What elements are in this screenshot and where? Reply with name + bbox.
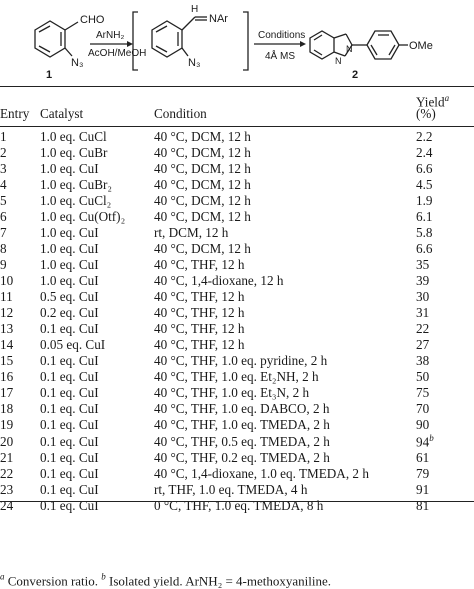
- product-n-label-2: N: [335, 56, 342, 66]
- entry-cell: 6: [0, 209, 7, 224]
- table-row: [0, 353, 474, 369]
- entry-cell: 10: [0, 273, 14, 288]
- yield-note-b: b: [429, 433, 434, 443]
- table-row: [0, 209, 474, 225]
- yield-cell: 79: [416, 466, 430, 482]
- entry-cell: 1: [0, 129, 7, 144]
- catalyst-cell: 0.05 eq. CuI: [40, 337, 106, 352]
- entry-cell: 2: [0, 145, 7, 160]
- table-row: [0, 385, 474, 401]
- entry-cell: 17: [0, 385, 14, 400]
- reaction-scheme: [0, 0, 474, 86]
- n3-label-2: N₃: [188, 57, 201, 69]
- condition-cell: 40 °C, THF, 0.5 eq. TMEDA, 2 h: [154, 433, 330, 449]
- condition-cell: 40 °C, DCM, 12 h: [154, 241, 251, 256]
- condition-cell: 40 °C, THF, 1.0 eq. Et₂NH, 2 h: [154, 369, 319, 384]
- catalyst-cell: 0.1 eq. CuI: [40, 433, 99, 449]
- yield-cell: 6.6: [416, 161, 433, 176]
- header-yield: Yield$^a$: [416, 93, 450, 110]
- table-footnote: $^a$ Conversion ratio. $^b$ Isolated yield. ArNH₂ = 4-methoxyaniline.: [0, 572, 331, 589]
- condition-cell: 40 °C, 1,4-dioxane, 12 h: [154, 273, 284, 288]
- catalyst-cell: 1.0 eq. CuCl: [40, 129, 107, 144]
- table-row: [0, 337, 474, 353]
- condition-cell: 40 °C, THF, 12 h: [154, 305, 245, 320]
- yield-cell: 2.2: [416, 129, 433, 144]
- catalyst-cell: 0.1 eq. CuI: [40, 321, 99, 336]
- yield-cell: 50: [416, 369, 430, 384]
- entry-cell: 8: [0, 241, 7, 256]
- entry-cell: 4: [0, 177, 7, 192]
- table-row: [0, 193, 474, 209]
- results-table: [0, 129, 474, 514]
- table-row: [0, 401, 474, 417]
- condition-cell: 40 °C, THF, 1.0 eq. pyridine, 2 h: [154, 353, 328, 368]
- condition-cell: 40 °C, THF, 12 h: [154, 321, 245, 336]
- yield-cell: 1.9: [416, 193, 433, 208]
- condition-cell: 40 °C, THF, 12 h: [154, 337, 245, 352]
- catalyst-cell: 0.1 eq. CuI: [40, 466, 99, 482]
- reagent-bottom: AcOH/MeOH: [88, 48, 147, 59]
- yield-cell: 2.4: [416, 145, 433, 160]
- yield-cell: 70: [416, 401, 430, 416]
- yield-cell: 35: [416, 257, 430, 272]
- yield-cell: 30: [416, 289, 430, 304]
- product-n-label: N: [346, 44, 353, 54]
- condition-cell: 40 °C, DCM, 12 h: [154, 177, 251, 192]
- table-row: [0, 466, 474, 482]
- table-row: [0, 289, 474, 305]
- table-row: [0, 145, 474, 161]
- table-row: [0, 450, 474, 466]
- condition-cell: 40 °C, THF, 12 h: [154, 257, 245, 272]
- header-catalyst: Catalyst: [40, 106, 84, 121]
- yield-cell: 31: [416, 305, 430, 320]
- entry-cell: 18: [0, 401, 14, 416]
- condition-cell: 40 °C, THF, 12 h: [154, 289, 245, 304]
- entry-cell: 15: [0, 353, 14, 368]
- catalyst-cell: 1.0 eq. CuI: [40, 257, 99, 272]
- entry-cell: 9: [0, 257, 7, 272]
- table-row: [0, 241, 474, 257]
- entry-cell: 22: [0, 466, 14, 482]
- entry-cell: 24: [0, 498, 14, 514]
- yield-cell: 27: [416, 337, 430, 352]
- entry-cell: 19: [0, 417, 14, 432]
- yield-cell: 38: [416, 353, 430, 368]
- entry-cell: 16: [0, 369, 14, 384]
- cho-label: CHO: [80, 14, 105, 26]
- header-bottom-rule: [0, 126, 474, 127]
- yield-cell: 91: [416, 482, 430, 498]
- table-row: [0, 129, 474, 145]
- catalyst-cell: 1.0 eq. CuI: [40, 161, 99, 176]
- table-bottom-rule: [0, 501, 474, 502]
- yield-cell: 6.1: [416, 209, 433, 224]
- catalyst-cell: 0.1 eq. CuI: [40, 498, 99, 514]
- catalyst-cell: 0.1 eq. CuI: [40, 450, 99, 466]
- table-row: [0, 417, 474, 433]
- table-row: [0, 177, 474, 193]
- yield-cell: 22: [416, 321, 430, 336]
- entry-cell: 7: [0, 225, 7, 240]
- entry-cell: 21: [0, 450, 14, 466]
- condition-cell: 0 °C, THF, 1.0 eq. TMEDA, 8 h: [154, 498, 324, 514]
- condition-cell: 40 °C, DCM, 12 h: [154, 129, 251, 144]
- yield-cell: 75: [416, 385, 430, 400]
- nar-label: NAr: [209, 13, 228, 25]
- catalyst-cell: 1.0 eq. CuBr: [40, 145, 108, 160]
- yield-cell: 5.8: [416, 225, 433, 240]
- condition-cell: rt, DCM, 12 h: [154, 225, 229, 240]
- entry-cell: 12: [0, 305, 14, 320]
- compound-1-label: 1: [46, 69, 53, 81]
- condition-cell: 40 °C, THF, 0.2 eq. TMEDA, 2 h: [154, 450, 330, 466]
- reagent-top: ArNH₂: [96, 30, 125, 41]
- yield-cell: 6.6: [416, 241, 433, 256]
- catalyst-cell: 0.1 eq. CuI: [40, 482, 99, 498]
- n3-label-1: N₃: [71, 57, 84, 69]
- condition-cell: 40 °C, DCM, 12 h: [154, 193, 251, 208]
- condition-cell: 40 °C, 1,4-dioxane, 1.0 eq. TMEDA, 2 h: [154, 466, 369, 482]
- catalyst-cell: 0.1 eq. CuI: [40, 369, 99, 384]
- table-row: [0, 482, 474, 498]
- entry-cell: 23: [0, 482, 14, 498]
- table-row: [0, 369, 474, 385]
- header-yield-unit: (%): [416, 106, 436, 121]
- catalyst-cell: 0.1 eq. CuI: [40, 353, 99, 368]
- compound-1-structure: [35, 21, 78, 57]
- table-row: [0, 273, 474, 289]
- catalyst-cell: 1.0 eq. CuBr₂: [40, 177, 112, 192]
- condition-cell: 40 °C, THF, 1.0 eq. DABCO, 2 h: [154, 401, 330, 416]
- entry-cell: 20: [0, 433, 14, 449]
- yield-cell: 4.5: [416, 177, 433, 192]
- entry-cell: 13: [0, 321, 14, 336]
- catalyst-cell: 1.0 eq. CuI: [40, 225, 99, 240]
- catalyst-cell: 1.0 eq. CuI: [40, 241, 99, 256]
- header-condition: Condition: [154, 106, 207, 121]
- catalyst-cell: 0.5 eq. CuI: [40, 289, 99, 304]
- table-row: [0, 161, 474, 177]
- yield-cell: 94$^b$: [416, 433, 434, 450]
- table-row: [0, 321, 474, 337]
- ome-label: OMe: [409, 40, 433, 52]
- condition-cell: 40 °C, THF, 1.0 eq. TMEDA, 2 h: [154, 417, 330, 432]
- condition-bottom: 4Å MS: [265, 51, 296, 62]
- catalyst-cell: 0.1 eq. CuI: [40, 401, 99, 416]
- catalyst-cell: 0.1 eq. CuI: [40, 385, 99, 400]
- catalyst-cell: 1.0 eq. CuI: [40, 273, 99, 288]
- condition-top: Conditions: [258, 30, 306, 41]
- condition-cell: rt, THF, 1.0 eq. TMEDA, 4 h: [154, 482, 308, 498]
- catalyst-cell: 0.2 eq. CuI: [40, 305, 99, 320]
- imine-intermediate-structure: [152, 17, 207, 57]
- condition-cell: 40 °C, DCM, 12 h: [154, 145, 251, 160]
- table-row: [0, 433, 474, 450]
- entry-cell: 14: [0, 337, 14, 352]
- compound-2-label: 2: [352, 69, 359, 81]
- condition-cell: 40 °C, THF, 1.0 eq. Et₃N, 2 h: [154, 385, 310, 400]
- catalyst-cell: 0.1 eq. CuI: [40, 417, 99, 432]
- catalyst-cell: 1.0 eq. Cu(Otf)₂: [40, 209, 126, 224]
- table-row: [0, 305, 474, 321]
- h-label: H: [191, 4, 199, 15]
- yield-cell: 81: [416, 498, 430, 514]
- entry-cell: 3: [0, 161, 7, 176]
- table-row: [0, 225, 474, 241]
- header-entry: Entry: [0, 106, 30, 121]
- yield-cell: 61: [416, 450, 430, 466]
- catalyst-cell: 1.0 eq. CuCl₂: [40, 193, 112, 208]
- condition-cell: 40 °C, DCM, 12 h: [154, 161, 251, 176]
- table-top-rule: [0, 86, 474, 87]
- product-2-structure: [310, 31, 408, 59]
- condition-cell: 40 °C, DCM, 12 h: [154, 209, 251, 224]
- yield-cell: 90: [416, 417, 430, 432]
- table-row: [0, 257, 474, 273]
- entry-cell: 5: [0, 193, 7, 208]
- yield-cell: 39: [416, 273, 430, 288]
- entry-cell: 11: [0, 289, 13, 304]
